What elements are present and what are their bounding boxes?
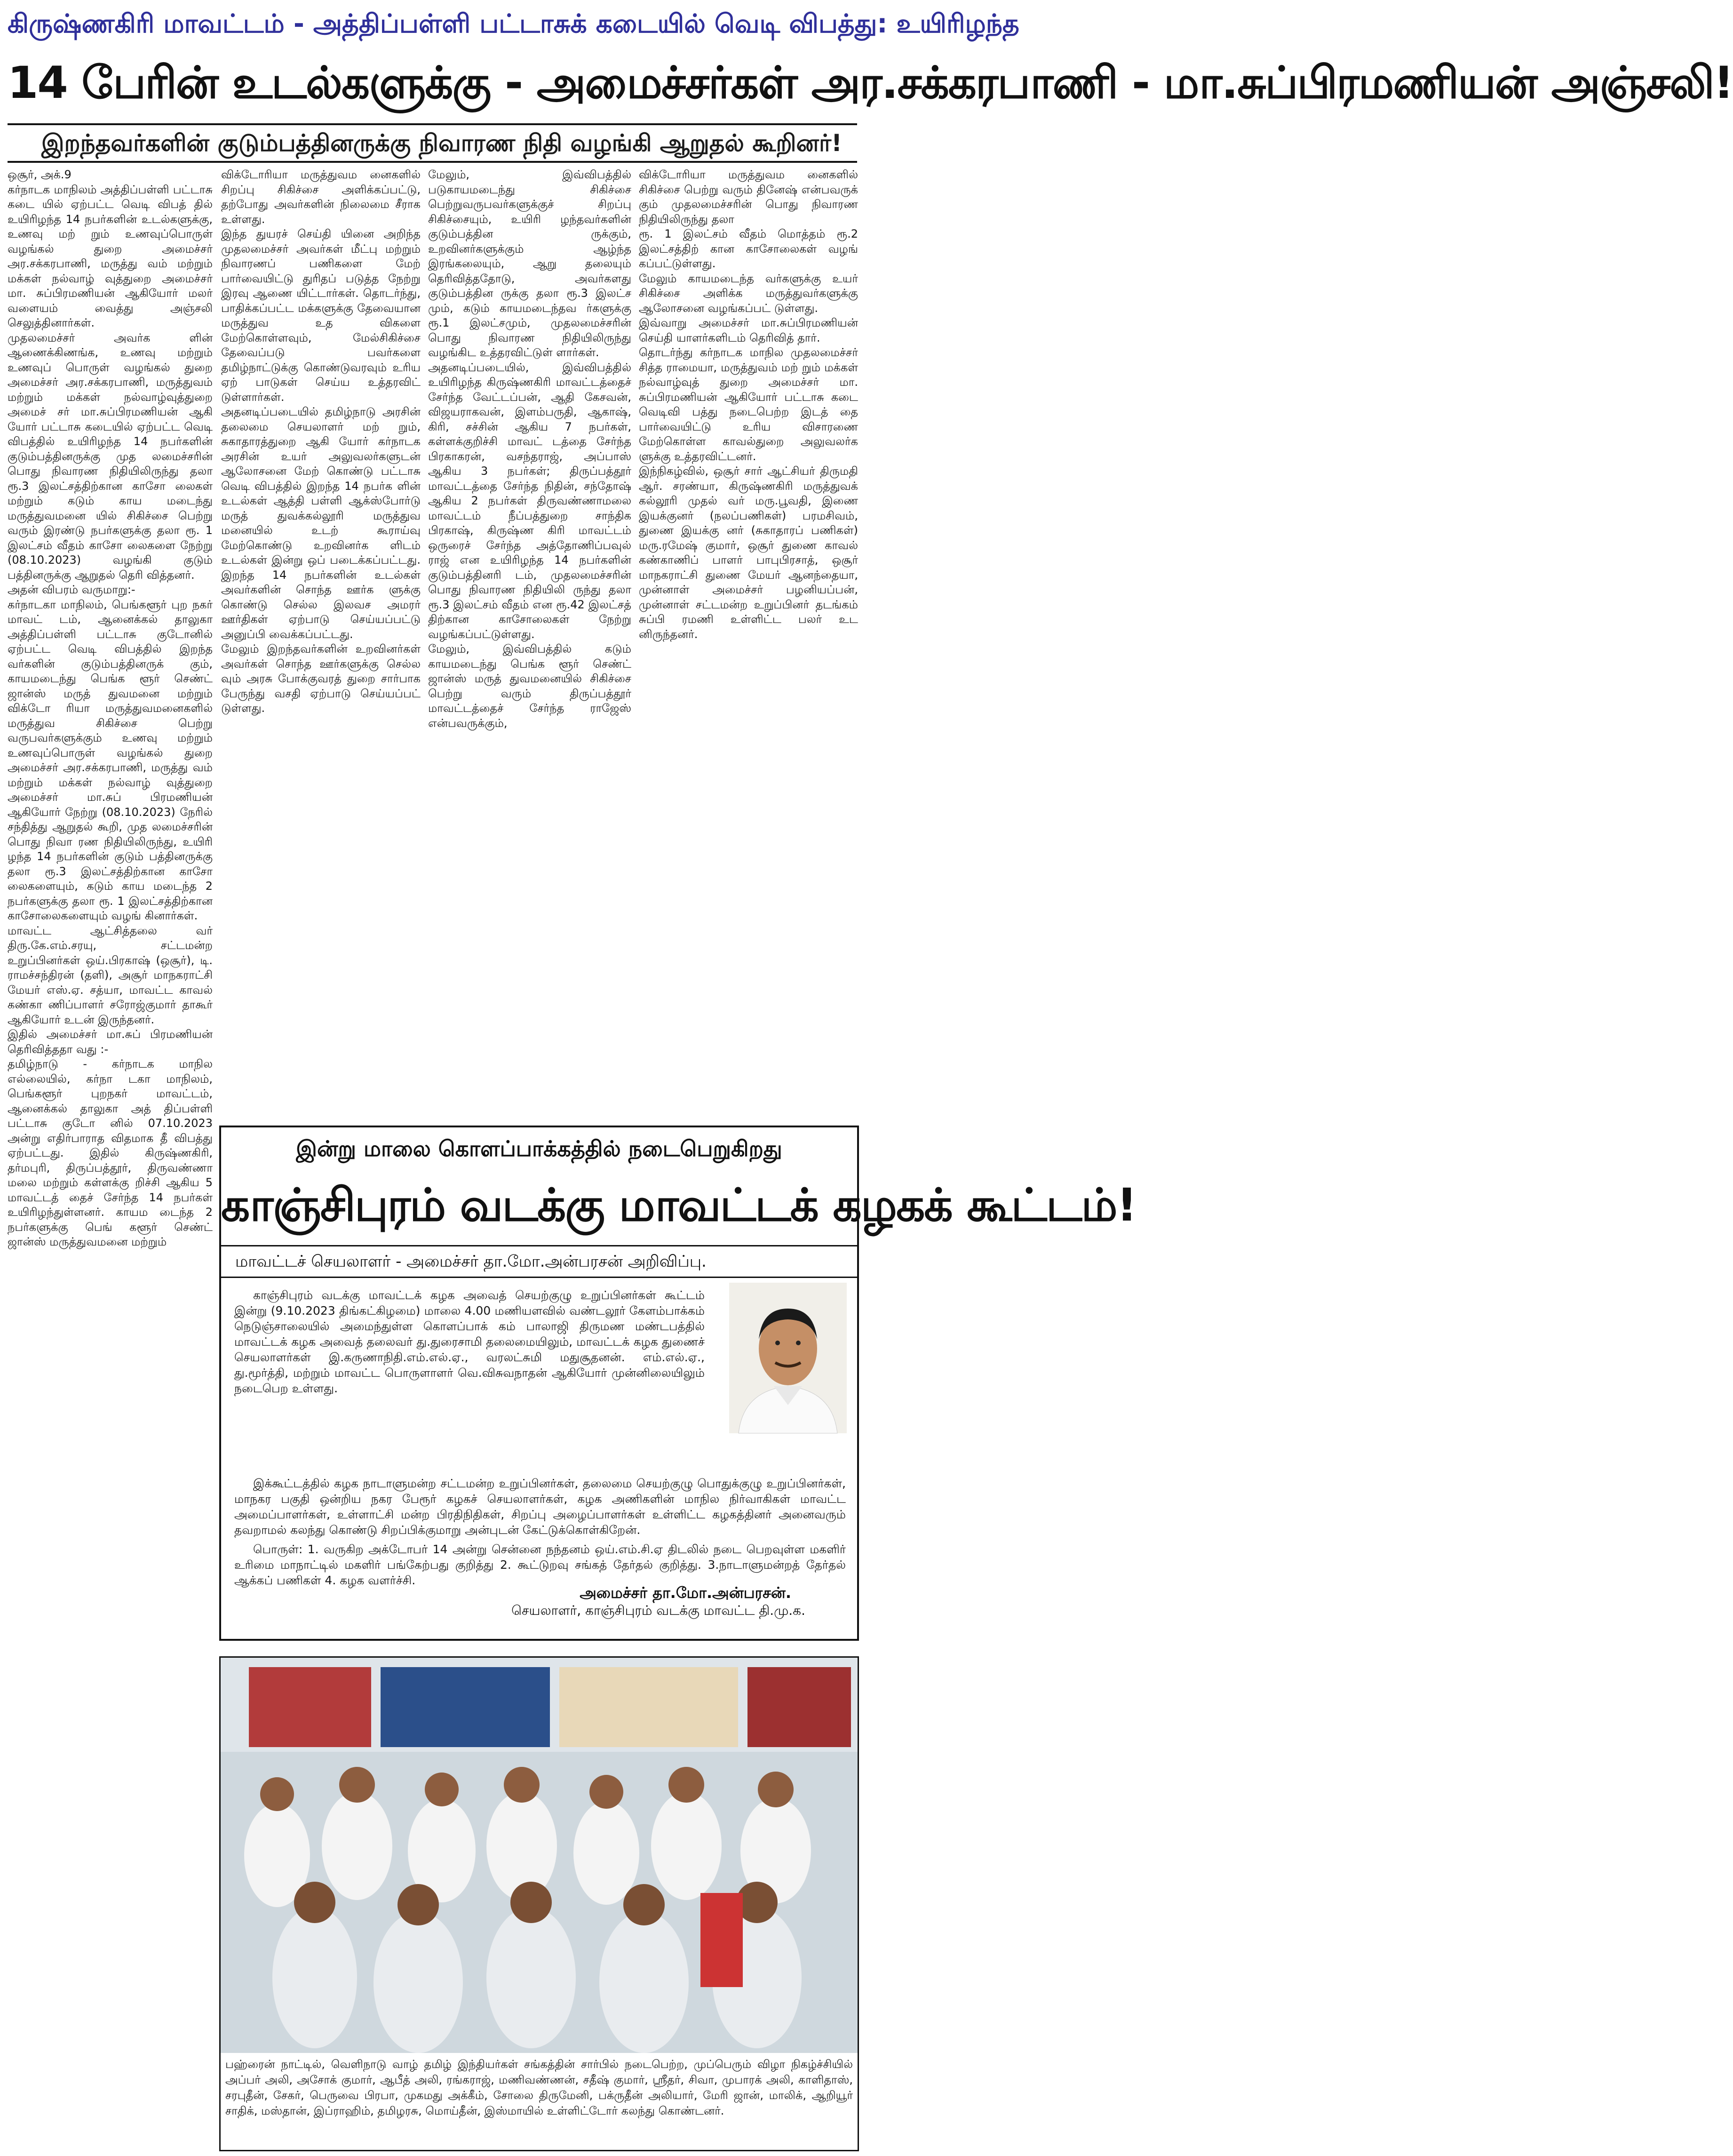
article-headline: 14 பேரின் உடல்களுக்கு - அமைச்சர்கள் அர.சக்கரபாணி - மா.சுப்பிரமணியன் அஞ்சலி!: [8, 57, 1733, 109]
event-photo: [221, 1658, 858, 2053]
article-column-1: ஒசூர், அக்.9 கர்நாடக மாநிலம் அத்திப்பள்ளி பட்டாசு கடை யில் ஏற்பட்ட வெடி விபத் தில் உயிரிழந்த 14 நபர்களின் உடல்களுக்கு, உணவு மற் றும் உணவுப்பொருள் வழங்கல் துறை அமைச்சர் அர.சக்கரபாணி, மருத்து வம் மற்றும் மக்கள் நல்வாழ் வுத்துறை அமைச்சர் மா. சுப்பிரமணியன் ஆகியோர் மலர் வளையம் வைத்து அஞ்சலி செலுத்தினார்கள். முதலமைச்சர் அவர்க ளின் ஆணைக்கிணங்க, உணவு மற்றும் உணவுப் பொருள் வழங்கல் துறை அமைச்சர் அர.சக்கரபாணி, மருத்துவம் மற்றும் மக்கள் நல்வாழ்வுத்துறை அமைச் சர் மா.சுப்பிரமணியன் ஆகி யோர் பட்டாசு கடையில் ஏற்பட்ட வெடி விபத்தில் உயிரிழந்த 14 நபர்களின் குடும்பத்தினருக்கு முத லமைச்சரின் பொது நிவாரண நிதியிலிருந்து தலா ரூ.3 இலட்சத்திற்கான காசோ லைகள் மற்றும் கடும் காய மடைந்து மருத்துவமனை யில் சிகிச்சை பெற்று வரும் இரண்டு நபர்களுக்கு தலா ரூ. 1 இலட்சம் வீதம் காசோ லைகளை நேற்று (08.10.2023) வழங்கி குடும் பத்தினருக்கு ஆறுதல் தெரி வித்தனர். அதன் விபரம் வருமாறு:- கர்நாடகா மாநிலம், பெங்களூர் புற நகர் மாவட் டம், ஆனைக்கல் தாலுகா அத்திப்பள்ளி பட்டாசு குடோனில் ஏற்பட்ட வெடி விபத்தில் இறந்த வர்களின் குடும்பத்தினருக் கும், காயமடைந்து பெங்க ளூர் செண்ட் ஜான்ஸ் மருத் துவமனை மற்றும் விக்டோ ரியா மருத்துவமனைகளில் மருத்துவ சிகிச்சை பெற்று வருபவர்களுக்கும் உணவு மற்றும் உணவுப்பொருள் வழங்கல் துறை அமைச்சர் அர.சக்கரபாணி, மருத்து வம் மற்றும் மக்கள் நல்வாழ் வுத்துறை அமைச்சர் மா.சுப் பிரமணியன் ஆகியோர் நேற்று (08.10.2023) நேரில் சந்தித்து ஆறுதல் கூறி, முத லமைச்சரின் பொது நிவா ரண நிதியிலிருந்து, உயிரி ழந்த 14 நபர்களின் குடும் பத்தினருக்கு தலா ரூ.3 இலட்சத்திற்கான காசோ லைகளையும், கடும் காய மடைந்த 2 நபர்களுக்கு தலா ரூ. 1 இலட்சத்திற்கான காசோலைகளையும் வழங் கினார்கள். மாவட்ட ஆட்சித்தலை வர் திரு.கே.எம்.சரயு, சட்டமன்ற உறுப்பினர்கள் ஒய்.பிரகாஷ் (ஒசூர்), டி. ராமச்சந்திரன் (தளி), அசூர் மாநகராட்சி மேயர் எஸ்.ஏ. சத்யா, மாவட்ட காவல் கண்கா ணிப்பாளர் சரோஜ்குமார் தாகூர் ஆகியோர் உடன் இருந்தனர். இதில் அமைச்சர் மா.சுப் பிரமணியன் தெரிவித்ததா வது :- தமிழ்நாடு - கர்நாடக மாநில எல்லையில், கர்நா டகா மாநிலம், பெங்களூர் புறநகர் மாவட்டம், ஆனைக்கல் தாலுகா அத் திப்பள்ளி பட்டாசு குடோ னில் 07.10.2023 அன்று எதிர்பாராத விதமாக தீ விபத்து ஏற்பட்டது. இதில் கிருஷ்ணகிரி, தர்மபுரி, திருப்பத்தூர், திருவண்ணா மலை மற்றும் கள்ளக்கு றிச்சி ஆகிய 5 மாவட்டத் தைச் சேர்ந்த 14 நபர்கள் உயிரிழந்துள்ளனர். காயம டைந்த 2 நபர்களுக்கு பெங் களூர் செண்ட் ஜான்ஸ் மருத்துவமனை மற்றும்: [8, 168, 213, 1248]
notice-body-continued: [234, 1476, 846, 1588]
notice-signature-role: செயலாளர், காஞ்சிபுரம் வடக்கு மாவட்ட தி.மு.க.: [511, 1603, 805, 1618]
article-column-4: விக்டோரியா மருத்துவம னைகளில் சிகிச்சை பெற்று வரும் தினேஷ் என்பவருக் கும் முதலமைச்சரின் பொது நிவாரண நிதியிலிருந்து தலா ரூ. 1 இலட்சம் வீதம் மொத்தம் ரூ.2 இலட்சத்திற் கான காசோலைகள் வழங் கப்பட்டுள்ளது. மேலும் காயமடைந்த வர்களுக்கு உயர் சிகிச்சை அளிக்க மருத்துவர்களுக்கு ஆலோசனை வழங்கப்பட் டுள்ளது. இவ்வாறு அமைச்சர் மா.சுப்பிரமணியன் செய்தி யாளர்களிடம் தெரிவித் தார். தொடர்ந்து கர்நாடக மாநில முதலமைச்சர் சித்த ராமையா, மருத்துவம் மற் றும் மக்கள் நல்வாழ்வுத் துறை அமைச்சர் மா. சுப்பிரமணியன் ஆகியோர் பட்டாசு கடை வெடிவி பத்து நடைபெற்ற இடத் தை பார்வையிட்டு உரிய விசாரணை மேற்கொள்ள காவல்துறை அலுவலர்க ளுக்கு உத்தரவிட்டனர். இந்நிகழ்வில், ஒசூர் சார் ஆட்சியர் திருமதி ஆர். சரண்யா, கிருஷ்ணகிரி மருத்துவக் கல்லூரி முதல் வர் மரு.பூவதி, இணை இயக்குனர் (நலப்பணிகள்) பரமசிவம், துணை இயக்கு னர் (சுகாதாரப் பணிகள்) மரு.ரமேஷ் குமார், ஒசூர் துணை காவல் கண்காணிப் பாளர் பாபுபிரசாத், ஒசூர் மாநகராட்சி துணை மேயர் ஆனந்தையா, முன்னாள் அமைச்சர் பழனியப்பன், முன்னாள் சட்டமன்ற உறுப்பினர் தடங்கம் சுப்பி ரமணி உள்ளிட்ட பலர் உட னிருந்தனர்.: [639, 168, 858, 641]
notice-paragraph: காஞ்சிபுரம் வடக்கு மாவட்டக் கழக அவைத் செயற்குழு உறுப்பினர்கள் கூட்டம் இன்று (9.10.2023 திங்கட்கிழமை) மாலை 4.00 மணியளவில் வண்டலூர் கேளம்பாக்கம் நெடுஞ்சாலையில் அமைந்துள்ள கொளப்பாக் கம் பாலாஜி திருமண மண்டபத்தில் மாவட்டக் கழக அவைத் தலைவர் து.துரைசாமி தலைமையிலும், மாவட்டக் கழக துணைச் செயலாளர்கள் இ.கருணாநிதி.எம்.எல்.ஏ., வரலட்சுமி மதுசூதனன். எம்.எல்.ஏ., து.மூர்த்தி, மற்றும் மாவட்ட பொருளாளர் வெ.விசுவநாதன் ஆகியோர் முன்னிலையிலும் நடைபெற உள்ளது.: [234, 1288, 705, 1395]
article-subhead: இறந்தவர்களின் குடும்பத்தினருக்கு நிவாரண நிதி வழங்கி ஆறுதல் கூறினர்!: [41, 129, 842, 157]
event-photo-image: [221, 1658, 858, 2053]
notice-signature-name: அமைச்சர் தா.மோ.அன்பரசன்.: [580, 1584, 791, 1602]
meeting-notice-box: [219, 1126, 1137, 1641]
article-column-2: விக்டோரியா மருத்துவம னைகளில் சிறப்பு சிகிச்சை அளிக்கப்பட்டு, தற்போது அவர்களின் நிலைமை சீராக உள்ளது. இந்த துயரச் செய்தி யினை அறிந்த முதலமைச்சர் அவர்கள் மீட்பு மற்றும் நிவாரணப் பணிகளை மேற் பார்வையிட்டு துரிதப் படுத்த நேற்று இரவு ஆணை யிட்டார்கள். தொடர்ந்து, பாதிக்கப்பட்ட மக்களுக்கு தேவையான மருத்துவ உத விகளை மேற்கொள்ளவும், மேல்சிகிச்சை தேவைப்படு பவர்களை தமிழ்நாட்டுக்கு கொண்டுவரவும் உரிய ஏற் பாடுகள் செய்ய உத்தரவிட் டுள்ளார்கள். அதனடிப்படையில் தமிழ்நாடு அரசின் தலைமை செயலாளர் மற் றும், சுகாதாரத்துறை ஆகி யோர் கர்நாடக அரசின் உயர் அலுவலர்களுடன் ஆலோசனை மேற் கொண்டு பட்டாசு வெடி விபத்தில் இறந்த 14 நபர்க ளின் உடல்கள் ஆத்தி பள்ளி ஆக்ஸ்போர்டு மருத் துவக்கல்லூரி மருத்துவ மனையில் உடற் கூராய்வு மேற்கொண்டு உறவினர்க ளிடம் உடல்கள் இன்று ஒப் படைக்கப்பட்டது. இறந்த 14 நபர்களின் உடல்கள் அவர்களின் சொந்த ஊர்க ளுக்கு கொண்டு செல்ல இலவச அமரர் ஊர்திகள் ஏற்பாடு செய்யப்பட்டு அனுப்பி வைக்கப்பட்டது. மேலும் இறந்தவர்களின் உறவினர்கள் அவர்கள் சொந்த ஊர்களுக்கு செல்ல வும் அரசு போக்குவரத் துறை சார்பாக பேருந்து வசதி ஏற்பாடு செய்யப்பட் டுள்ளது.: [221, 168, 421, 715]
notice-agenda: பொருள்: 1. வருகிற அக்டோபர் 14 அன்று சென்னை நந்தனம் ஒய்.எம்.சி.ஏ திடலில் நடை பெறவுள்ள மகளிர் உரிமை மாநாட்டில் மகளிர் பங்கேற்பது குறித்து 2. கூட்டுறவு சங்கத் தேர்தல் குறித்து. 3.நாடாளுமன்றத் தேர்தல் ஆக்கப் பணிகள் 4. கழக வளர்ச்சி.: [234, 1542, 846, 1587]
article-kicker: கிருஷ்ணகிரி மாவட்டம் - அத்திப்பள்ளி பட்டாசுக் கடையில் வெடி விபத்து: உயிரிழந்த: [8, 8, 1019, 39]
notice-body: [234, 1287, 705, 1396]
notice-paragraph: இக்கூட்டத்தில் கழக நாடாளுமன்ற சட்டமன்ற உறுப்பினர்கள், தலைமை செயற்குழு பொதுக்குழு உறுப்பினர்கள், மாநகர பகுதி ஒன்றிய நகர பேரூர் கழகச் செயலாளர்கள், கழக அணிகளின் மாநில நிர்வாகிகள் மாவட்ட அமைப்பாளர்கள், உள்ளாட்சி மன்ற பிரதிநிதிகள், சிறப்பு அழைப்பாளர்கள் உள்ளிட்ட கழகத்தினர் அனைவரும் தவறாமல் கலந்து கொண்டு சிறப்பிக்குமாறு அன்புடன் கேட்டுக்கொள்கிறேன்.: [234, 1477, 846, 1537]
notice-top-line: இன்று மாலை கொளப்பாக்கத்தில் நடைபெறுகிறது: [296, 1136, 782, 1161]
event-photo-frame: [219, 1656, 859, 2151]
photo-caption: பஹ்ரைன் நாட்டில், வெளிநாடு வாழ் தமிழ் இந்தியர்கள் சங்கத்தின் சார்பில் நடைபெற்ற, முப்பெரும் விழா நிகழ்ச்சியில் அப்பர் அலி, அசோக் குமார், ஆபீத் அலி, ரங்கராஜ், மணிவண்ணன், சதீஷ் குமார், ஸ்ரீதர், சிவா, முபாரக் அலி, காளிதாஸ், சரபுதீன், சேகர், பெருவை பிரபா, முகமது அக்கீம், சோலை திருமேனி, பக்ருதீன் அலியார், மேரி ஜான், மாலிக், ஆறியூர் சாதிக், மஸ்தான், இப்ராஹிம், தமிழரசு, மொய்தீன், இஸ்மாயில் உள்ளிட்டோர் கலந்து கொண்டனர்.: [225, 2058, 853, 2117]
portrait-image: [729, 1283, 847, 1433]
divider: [8, 161, 857, 163]
notice-title: காஞ்சிபுரம் வடக்கு மாவட்டக் கழகக் கூட்டம்!: [221, 1179, 1137, 1231]
notice-byline: மாவட்டச் செயலாளர் - அமைச்சர் தா.மோ.அன்பரசன் அறிவிப்பு.: [221, 1245, 857, 1278]
article-column-3: மேலும், இவ்விபத்தில் படுகாயமடைந்து சிகிச்சை பெற்றுவருபவர்களுக்குச் சிறப்பு சிகிச்சையும், உயிரி ழந்தவர்களின் குடும்பத்தின ருக்கும், உறவினர்களுக்கும் ஆழ்ந்த இரங்கலையும், ஆறு தலையும் தெரிவித்ததோடு, அவர்களது குடும்பத்தின ருக்கு தலா ரூ.3 இலட்ச மும், கடும் காயமடைந்தவ ர்களுக்கு ரூ.1 இலட்சமும், முதலமைச்சரின் பொது நிவாரண நிதியிலிருந்து வழங்கிட உத்தரவிட்டுள் ளார்கள். அதனடிப்படையில், இவ்விபத்தில் உயிரிழந்த கிருஷ்ணகிரி மாவட்டத்தைச் சேர்ந்த வேட்டப்பன், ஆதி கேசவன், விஜயராகவன், இளம்பருதி, ஆகாஷ், கிரி, சச்சின் ஆகிய 7 நபர்கள், கள்ளக்குறிச்சி மாவட் டத்தை சேர்ந்த பிரகாகரன், வசந்தராஜ், அப்பாஸ் ஆகிய 3 நபர்கள்; திருப்பத்தூர் மாவட்டத்தை சேர்ந்த நிதின், சந்தோஷ் ஆகிய 2 நபர்கள் திருவண்ணாமலை மாவட்டம் நீப்பத்துறை சாந்திக பிரகாஷ், கிருஷ்ண கிரி மாவட்டம் ஒருரைச் சேர்ந்த அத்தோணிப்பவுல் ராஜ் என உயிரிழந்த 14 நபர்களின் குடும்பத்தினரி டம், முதலமைச்சரின் பொது நிவாரண நிதியிலி ருந்து தலா ரூ.3 இலட்சம் வீதம் என ரூ.42 இலட்சத் திற்கான காசோலைகள் நேற்று வழங்கப்பட்டுள்ளது. மேலும், இவ்விபத்தில் கடும் காயமடைந்து பெங்க ளூர் செண்ட் ஜான்ஸ் மருத் துவமனையில் சிகிச்சை பெற்று வரும் திருப்பத்தூர் மாவட்டத்தைச் சேர்ந்த ராஜேஸ் என்பவருக்கும்,: [428, 168, 631, 730]
divider: [8, 123, 857, 125]
minister-portrait: [729, 1283, 847, 1433]
